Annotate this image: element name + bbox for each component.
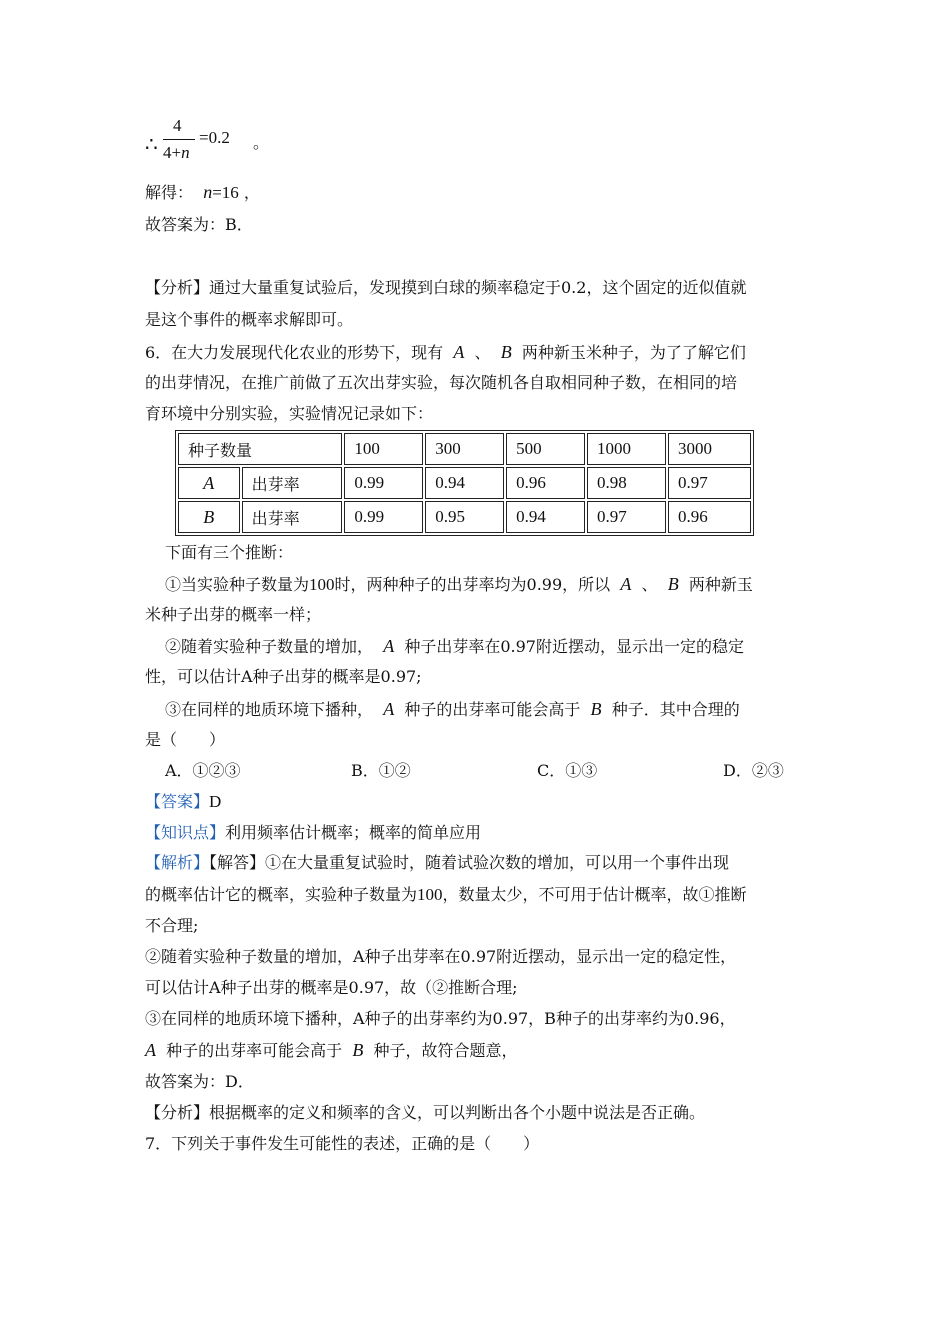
- table-cell: 0.98: [587, 467, 666, 499]
- answer-value: D: [209, 792, 222, 811]
- table-cell: 0.99: [344, 467, 423, 499]
- table-header-cell: 100: [344, 433, 423, 465]
- knowledge-block: [145, 822, 481, 844]
- knowledge-tag: 【知识点】: [145, 823, 226, 842]
- question-6-line2: 的出芽情况，在推广前做了五次出芽实验，每次随机各自取相同种子数，在相同的培: [145, 373, 738, 392]
- table-cell: 0.96: [506, 467, 585, 499]
- solution-line5: 可以估计A种子出芽的概率是0.97，故（②推断合理;: [145, 978, 518, 997]
- answer-line-5: 故答案为：B．: [145, 215, 253, 234]
- option-a[interactable]: A．①②③: [165, 761, 241, 780]
- table-header-cell: 500: [506, 433, 585, 465]
- inference-1-line2: 米种子出芽的概率一样；: [145, 605, 322, 624]
- solution-line4: ②随着实验种子数量的增加，A种子出芽率在0.97附近摆动，显示出一定的稳定性，: [145, 947, 737, 966]
- answer-tag: 【答案】: [145, 792, 210, 811]
- answer-block: [145, 791, 221, 813]
- solution-tag: 【解析】: [145, 853, 210, 872]
- table-header-label: 种子数量: [178, 433, 342, 465]
- solution-line6: ③在同样的地质环境下播种，A种子的出芽率约为0.97，B种子的出芽率约为0.96，: [145, 1009, 736, 1028]
- question-7: 7．下列关于事件发生可能性的表述，正确的是（ ）: [145, 1134, 540, 1153]
- knowledge-value: 利用频率估计概率；概率的简单应用: [225, 823, 482, 842]
- table-row-label: 出芽率: [242, 501, 343, 533]
- table-cell: 0.97: [668, 467, 751, 499]
- table-cell: 0.94: [425, 467, 504, 499]
- fraction-denominator: 4+n: [163, 143, 190, 162]
- solution-line1: 【解析】【解答】①在大量重复试验时，随着试验次数的增加，可以用一个事件出现: [145, 853, 730, 872]
- inference-1-line1: ①当实验种子数量为100时，两种种子的出芽率均为0.99，所以 A 、 B 两种新玉: [165, 574, 753, 594]
- table-row: [178, 501, 751, 533]
- inference-3-line2: 是（ ）: [145, 730, 226, 749]
- inference-3-line1: ③在同样的地质环境下播种， A 种子的出芽率可能会高于 B 种子．其中合理的: [165, 699, 740, 719]
- table-header-cell: 300: [425, 433, 504, 465]
- fraction-rhs: =0.2: [199, 128, 230, 147]
- inference-2-line1: ②随着实验种子数量的增加， A 种子出芽率在0.97附近摆动，显示出一定的稳定: [165, 636, 744, 656]
- inference-intro: 下面有三个推断：: [165, 543, 294, 562]
- table-cell: 0.94: [506, 501, 585, 533]
- analysis-5-line1: 【分析】通过大量重复试验后，发现摸到白球的频率稳定于0.2，这个固定的近似值就: [145, 278, 747, 297]
- analysis-5-line2: 是这个事件的概率求解即可。: [145, 310, 354, 329]
- table-header-cell: 3000: [668, 433, 751, 465]
- table-row: [178, 467, 751, 499]
- table-header-cell: 1000: [587, 433, 666, 465]
- solution-line3: 不合理;: [145, 916, 199, 935]
- table-cell: 0.97: [587, 501, 666, 533]
- inference-2-line2: 性，可以估计A种子出芽的概率是0.97;: [145, 667, 422, 686]
- therefore-symbol: ∴: [145, 132, 158, 156]
- solve-line: 解得： n=16 ，: [145, 182, 260, 202]
- table-cell: 0.96: [668, 501, 751, 533]
- table-header-row: [178, 433, 751, 465]
- table-row-type: A: [178, 467, 240, 499]
- solution-line2: 的概率估计它的概率，实验种子数量为100，数量太少，不可用于估计概率，故①推断: [145, 885, 747, 904]
- question-6-line1: 6．在大力发展现代化农业的形势下，现有 A 、 B 两种新玉米种子，为了了解它们: [145, 342, 746, 362]
- sentence-end: 。: [253, 133, 270, 152]
- option-d[interactable]: D．②③: [723, 761, 784, 780]
- option-b[interactable]: B．①②: [351, 761, 411, 780]
- fraction-numerator: 4: [173, 116, 182, 135]
- table-cell: 0.95: [425, 501, 504, 533]
- table-cell: 0.99: [344, 501, 423, 533]
- table-row-label: 出芽率: [242, 467, 343, 499]
- germination-table: [175, 430, 754, 536]
- fraction-equation: [145, 116, 405, 166]
- table-row-type: B: [178, 501, 240, 533]
- option-c[interactable]: C．①③: [537, 761, 598, 780]
- solution-line8: 故答案为：D．: [145, 1072, 254, 1091]
- analysis-6: 【分析】根据概率的定义和频率的含义，可以判断出各个小题中说法是否正确。: [145, 1103, 706, 1122]
- question-6-line3: 育环境中分别实验，实验情况记录如下：: [145, 404, 434, 423]
- fraction-bar: [163, 139, 195, 140]
- solution-line7: A 种子的出芽率可能会高于 B 种子，故符合题意，: [145, 1040, 518, 1060]
